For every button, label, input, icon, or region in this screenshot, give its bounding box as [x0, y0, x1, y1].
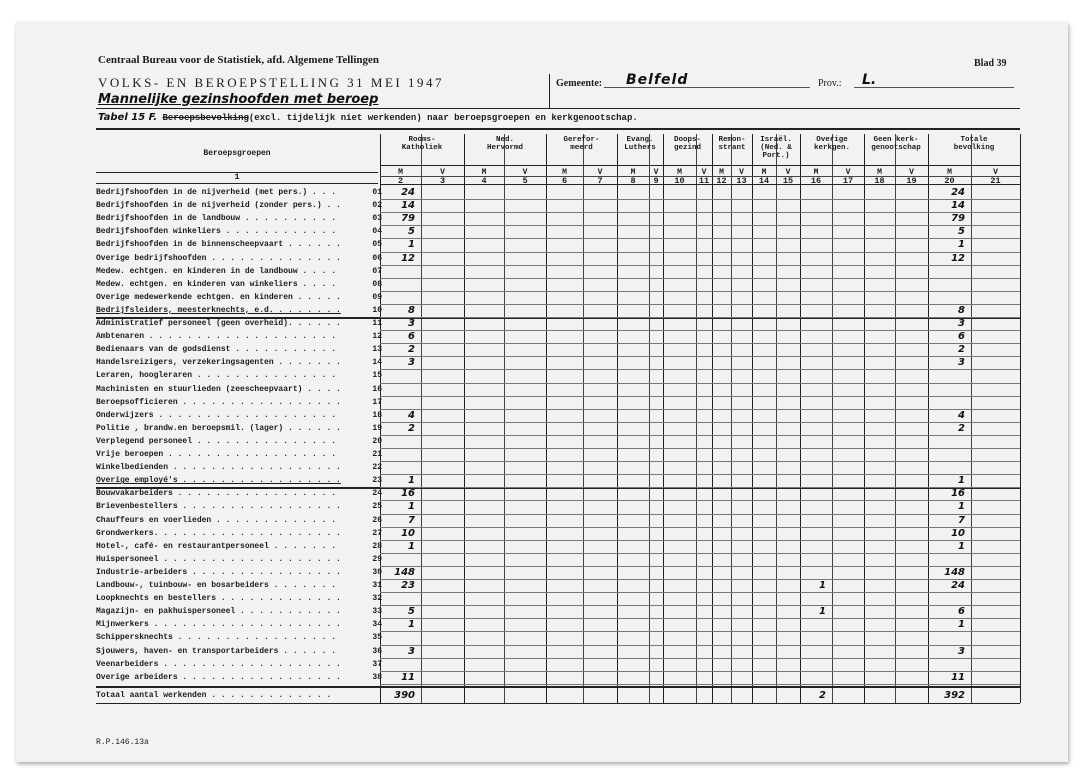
blad-number: 39	[996, 58, 1007, 69]
column-number: 2	[397, 176, 404, 186]
row-label: Onderwijzers . . . . . . . . . . . . . . . . . . .	[96, 410, 337, 420]
column-number: 20	[944, 176, 955, 186]
row-number: 05	[372, 240, 382, 250]
column-number: 19	[906, 176, 917, 186]
row-number: 12	[372, 332, 382, 342]
totale-bevolking-m-value: 4	[958, 409, 965, 421]
column-header-line: Luthers	[624, 144, 656, 152]
row-number: 27	[372, 528, 382, 538]
column-number: 17	[842, 176, 854, 186]
row-number: 04	[372, 227, 382, 237]
row-label: Medew. echtgen. en kinderen van winkeliers . . . .	[96, 279, 337, 289]
female-column-label: V	[653, 168, 659, 177]
total-totale-bevolking: 392	[944, 689, 965, 701]
row-number: 26	[372, 515, 382, 525]
handwritten-subtitle: Mannelijke gezinshoofden met beroep	[98, 92, 379, 107]
rooms-katholiek-m-value: 1	[408, 540, 415, 552]
row-label: Sjouwers, haven- en transportarbeiders . . . . . .	[96, 646, 337, 656]
row-number: 03	[372, 214, 382, 224]
row-number: 25	[372, 502, 382, 512]
row-label: Beroepsofficieren . . . . . . . . . . . . . . . . .	[96, 397, 341, 407]
row-number: 30	[372, 567, 382, 577]
column-number: 3	[439, 176, 446, 186]
row-number: 38	[372, 672, 382, 682]
female-column-label: V	[909, 168, 914, 177]
row-label: Hotel-, café- en restaurantpersoneel . . . . . . .	[96, 541, 337, 551]
row-label: Schippersknechts . . . . . . . . . . . . . . . . .	[96, 633, 337, 643]
column-number: 10	[674, 176, 685, 186]
row-number: 34	[372, 620, 382, 630]
row-label: Overige medewerkende echtgen. en kinderen . . . . .	[96, 292, 341, 302]
row-label: Handelsreizigers, verzekeringsagenten . . . . . . .	[96, 358, 341, 368]
rooms-katholiek-m-value: 2	[408, 344, 415, 356]
column-number: 18	[874, 176, 885, 186]
row-label: Loopknechts en bestellers . . . . . . . . . . . . .	[96, 594, 341, 604]
totale-bevolking-m-value: 3	[958, 645, 965, 657]
row-label: Brievenbestellers . . . . . . . . . . . . . . . . .	[96, 502, 341, 512]
row-number: 32	[372, 594, 382, 604]
census-sheet	[16, 22, 1068, 762]
rooms-katholiek-m-value: 23	[401, 580, 415, 591]
row-number: 07	[372, 266, 382, 276]
column-number: 7	[597, 176, 603, 186]
totale-bevolking-m-value: 1	[958, 239, 965, 251]
male-column-label: M	[877, 168, 882, 177]
female-column-label: V	[993, 168, 998, 177]
column-header	[663, 136, 712, 152]
row-number: 01	[372, 188, 382, 197]
beroepsgroepen-header: Beroepsgroepen	[203, 149, 271, 158]
column-header-line: Overige	[816, 136, 848, 144]
row-number: 02	[372, 201, 382, 211]
rooms-katholiek-m-value: 11	[401, 671, 415, 683]
bureau-heading: Centraal Bureau voor de Statistiek, afd. Algemene Tellingen	[98, 54, 380, 66]
rooms-katholiek-m-value: 4	[408, 409, 415, 421]
female-column-label: V	[845, 168, 851, 177]
column-number: 13	[736, 176, 747, 186]
rooms-katholiek-m-value: 5	[408, 226, 415, 238]
column-number: 8	[630, 176, 636, 186]
totale-bevolking-m-value: 6	[958, 331, 965, 343]
rooms-katholiek-m-value: 6	[408, 331, 415, 343]
rooms-katholiek-m-value: 3	[408, 645, 415, 657]
row-label: Overige arbeiders . . . . . . . . . . . . . . . . .	[96, 672, 341, 682]
totale-bevolking-m-value: 148	[944, 566, 965, 578]
total-rooms-katholiek: 390	[394, 689, 415, 701]
totale-bevolking-m-value: 2	[958, 344, 965, 356]
totale-bevolking-m-value: 6	[958, 606, 965, 618]
column-number: 21	[990, 176, 1001, 186]
column-header-line: Port.)	[762, 152, 790, 160]
totale-bevolking-m-value: 2	[958, 422, 965, 434]
row-label: Winkelbedienden . . . . . . . . . . . . . . . . . .	[96, 463, 341, 473]
column-header-line: genootschap	[871, 144, 921, 152]
column-number: 6	[561, 176, 568, 186]
column-header-line: Evang.	[626, 136, 654, 144]
rooms-katholiek-m-value: 14	[401, 200, 415, 212]
male-column-label: M	[719, 168, 724, 177]
totale-bevolking-m-value: 5	[958, 226, 965, 238]
column-number: 12	[716, 176, 727, 186]
totale-bevolking-m-value: 16	[951, 488, 965, 500]
row-number: 35	[372, 633, 382, 643]
census-title: VOLKS- EN BEROEPSTELLING 31 MEI 1947	[98, 75, 445, 90]
row-label: Veenarbeiders . . . . . . . . . . . . . . . . . . .	[96, 659, 341, 669]
row-label: Bedrijfshoofden in de nijverheid (met pers.) . . .	[96, 188, 337, 197]
row-label: Verplegend personeel . . . . . . . . . . . . . . .	[96, 436, 337, 446]
row-label: Overige bedrijfshoofden . . . . . . . . . . . . . .	[96, 253, 341, 263]
gemeente-label: Gemeente:	[556, 78, 603, 89]
tabel-struck: Beroepsbevolking	[162, 113, 249, 123]
column-header-line: bevolking	[953, 144, 995, 152]
column-header-line: meerd	[570, 144, 593, 152]
totale-bevolking-m-value: 1	[958, 540, 965, 552]
row-number: 29	[372, 554, 382, 564]
column-header-line: Israël.	[760, 136, 792, 144]
column-header-line: Katholiek	[401, 144, 443, 152]
column-number: 4	[481, 176, 487, 186]
row-label: Grondwerkers. . . . . . . . . . . . . . . . . . . .	[96, 528, 341, 538]
rooms-katholiek-m-value: 7	[408, 514, 415, 526]
row-label: Bedienaars van de godsdienst . . . . . . . . . . .	[96, 345, 337, 355]
row-number: 11	[372, 319, 382, 328]
totale-bevolking-m-value: 14	[951, 200, 965, 212]
row-number: 23	[372, 476, 382, 486]
blad-label	[974, 58, 1007, 69]
row-number: 37	[372, 659, 382, 669]
female-column-label: V	[597, 168, 603, 177]
column-header-line: Ned.	[495, 136, 514, 144]
row-number: 16	[372, 384, 382, 394]
rooms-katholiek-m-value: 3	[408, 318, 415, 329]
totale-bevolking-m-value: 1	[958, 501, 965, 513]
male-column-label: M	[630, 168, 636, 177]
column-number: 14	[758, 176, 770, 186]
female-column-label: V	[522, 168, 528, 177]
male-column-label: M	[481, 168, 487, 177]
column-header	[546, 136, 617, 152]
row-number: 31	[372, 581, 382, 590]
row-label: Machinisten en stuurlieden (zeescheepvaart) . . . .	[96, 384, 341, 394]
column-number: 9	[653, 176, 659, 186]
totale-bevolking-m-value: 3	[958, 357, 965, 369]
row-label: Medew. echtgen. en kinderen in de landbouw . . . .	[96, 266, 337, 276]
column-header-line: (Ned. &	[760, 144, 792, 152]
rooms-katholiek-m-value: 8	[408, 304, 415, 316]
rooms-katholiek-m-value: 79	[401, 213, 415, 225]
column-header	[752, 136, 800, 160]
totale-bevolking-m-value: 1	[958, 475, 965, 487]
rooms-katholiek-m-value: 16	[401, 488, 415, 500]
row-number: 09	[372, 292, 382, 302]
row-label: Mijnwerkers . . . . . . . . . . . . . . . . . . . .	[96, 620, 341, 630]
totale-bevolking-m-value: 79	[951, 213, 965, 225]
column-header-line: Geen kerk-	[873, 136, 919, 144]
rooms-katholiek-m-value: 3	[408, 357, 415, 369]
totale-bevolking-m-value: 11	[951, 671, 965, 683]
female-column-label: V	[785, 168, 791, 177]
row-label: Bedrijfshoofden winkeliers . . . . . . . . . . . .	[96, 227, 337, 237]
row-number: 22	[372, 463, 382, 473]
female-column-label: V	[701, 168, 707, 177]
rooms-katholiek-m-value: 24	[401, 187, 415, 198]
column-number: 15	[782, 176, 794, 186]
totale-bevolking-m-value: 24	[951, 580, 965, 591]
female-column-label: V	[440, 168, 445, 177]
row-label: Chauffeurs en voerlieden . . . . . . . . . . . . .	[96, 515, 337, 525]
row-number: 33	[372, 607, 382, 617]
column-header-line: Totale	[960, 136, 988, 144]
gemeente-value: Belfeld	[626, 72, 689, 88]
rooms-katholiek-m-value: 2	[408, 422, 415, 434]
rooms-katholiek-m-value: 1	[408, 475, 415, 487]
rooms-katholiek-m-value: 148	[394, 566, 415, 578]
row-label: Vrije beroepen . . . . . . . . . . . . . . . . . .	[96, 450, 337, 459]
row-number: 36	[372, 646, 382, 656]
row-number: 19	[372, 423, 382, 433]
male-column-label: M	[562, 168, 567, 177]
male-column-label: M	[761, 168, 767, 177]
column-header-line: Doops-	[673, 136, 701, 144]
row-label: Bedrijfshoofden in de nijverheid (zonder pers.) . .	[96, 201, 341, 211]
male-column-label: M	[947, 168, 952, 177]
column-number: 16	[810, 176, 822, 186]
tabel-rest: (excl. tijdelijk niet werkenden) naar beroepsgroepen en kerkgenootschap.	[248, 113, 638, 123]
total-row-label: Totaal aantal werkenden . . . . . . . . . . . . .	[96, 690, 332, 700]
row-label: Bedrijfshoofden in de binnenscheepvaart . . . . . .	[96, 240, 341, 250]
column-header-line: Gerefor-	[563, 136, 600, 144]
column-header-line: strant	[718, 144, 746, 152]
rooms-katholiek-m-value: 1	[408, 619, 415, 631]
totale-bevolking-m-value: 7	[958, 514, 965, 526]
male-column-label: M	[677, 168, 682, 177]
column-number-1: 1	[234, 172, 240, 182]
tabel-number: Tabel 15 F.	[98, 112, 158, 123]
row-label: Bedrijfshoofden in de landbouw . . . . . . . . . .	[96, 214, 337, 224]
totale-bevolking-m-value: 10	[951, 527, 965, 539]
column-header	[617, 136, 663, 152]
rooms-katholiek-m-value: 10	[401, 527, 415, 539]
row-number: 06	[372, 253, 382, 263]
row-number: 15	[372, 371, 382, 381]
row-number: 17	[372, 397, 382, 407]
female-column-label: V	[739, 168, 744, 177]
row-number: 08	[372, 279, 382, 289]
column-header-line: gezind	[673, 144, 701, 152]
row-label: Bouwvakarbeiders . . . . . . . . . . . . . . . . .	[96, 489, 337, 499]
row-number: 18	[372, 410, 382, 420]
row-label: Leraren, hoogleraren . . . . . . . . . . . . . . .	[96, 371, 337, 381]
overige-kerkgen-m-value: 1	[819, 606, 826, 618]
column-header-line: Remon-	[718, 136, 746, 144]
rooms-katholiek-m-value: 1	[408, 239, 415, 251]
prov-label: Prov.:	[818, 78, 842, 89]
column-header-line: Hervormd	[486, 144, 523, 152]
row-label: Magazijn- en pakhuispersoneel . . . . . . . . . . .	[96, 607, 341, 617]
row-label: Huispersoneel . . . . . . . . . . . . . . . . . . .	[96, 554, 341, 564]
form-code: R.P.146.13a	[96, 738, 149, 747]
row-number: 21	[372, 450, 382, 459]
row-number: 28	[372, 541, 382, 551]
row-label: Bedrijfsleiders, meesterknechts, e.d. . . . . . . .	[96, 305, 341, 315]
tabel-title	[98, 112, 638, 123]
blad-label-text: Blad	[974, 58, 995, 69]
row-label: Landbouw-, tuinbouw- en bosarbeiders . . . . . . .	[96, 581, 337, 590]
row-label: Administratief personeel (geen overheid). . . . . .	[96, 319, 341, 328]
row-label: Overige employé's . . . . . . . . . . . . . . . . .	[96, 476, 341, 486]
row-number: 20	[372, 436, 382, 446]
overige-kerkgen-m-value: 1	[819, 580, 826, 591]
column-header	[800, 136, 864, 152]
row-label: Ambtenaren . . . . . . . . . . . . . . . . . . . .	[96, 332, 337, 342]
row-number: 24	[372, 489, 382, 499]
prov-value: L.	[862, 72, 877, 88]
column-header	[464, 136, 546, 152]
column-header	[928, 136, 1020, 152]
column-header	[864, 136, 928, 152]
rooms-katholiek-m-value: 12	[401, 252, 415, 264]
male-column-label: M	[398, 168, 403, 177]
column-number: 11	[698, 176, 710, 186]
total-overige-kerkgen: 2	[819, 689, 826, 701]
row-label: Industrie-arbeiders . . . . . . . . . . . . . . . .	[96, 567, 341, 577]
row-number: 13	[372, 345, 382, 355]
row-number: 14	[372, 358, 382, 368]
totale-bevolking-m-value: 8	[958, 304, 965, 316]
male-column-label: M	[813, 168, 819, 177]
column-header	[380, 136, 464, 152]
rooms-katholiek-m-value: 1	[408, 501, 415, 513]
column-number: 5	[522, 176, 528, 186]
column-header-line: Rooms-	[408, 136, 436, 144]
totale-bevolking-m-value: 3	[958, 318, 965, 329]
column-header	[712, 136, 752, 152]
totale-bevolking-m-value: 1	[958, 619, 965, 631]
totale-bevolking-m-value: 12	[951, 252, 965, 264]
row-number: 10	[372, 305, 382, 315]
column-header-line: kerkgen.	[813, 144, 850, 152]
rooms-katholiek-m-value: 5	[408, 606, 415, 618]
row-label: Politie , brandw.en beroepsmil. (lager) . . . . . .	[96, 423, 341, 433]
totale-bevolking-m-value: 24	[951, 187, 965, 198]
